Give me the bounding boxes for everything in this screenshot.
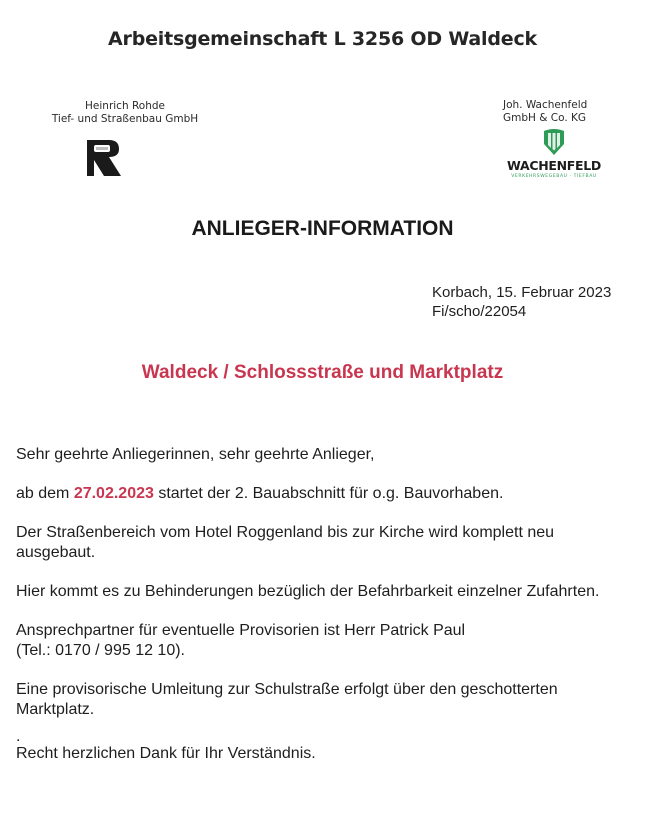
closing: Recht herzlichen Dank für Ihr Verständnis.: [16, 745, 316, 762]
wachenfeld-logo: [503, 128, 605, 186]
start-date: 27.02.2023: [73, 485, 154, 502]
contact-phone: (Tel.: 0170 / 995 12 10).: [16, 642, 185, 659]
document-meta: [432, 283, 611, 321]
start-announcement: [16, 484, 636, 504]
place-date: Korbach, 15. Februar 2023: [432, 284, 612, 301]
rohde-r-logo-icon: [85, 138, 123, 178]
wachenfeld-wordmark: WACHENFELD: [507, 158, 601, 173]
start-prefix: ab dem: [16, 485, 74, 502]
paragraph-area: Der Straßenbereich vom Hotel Roggenland bis zur Kirche wird komplett neu ausgebaut.: [16, 524, 555, 561]
consortium-title: Arbeitsgemeinschaft L 3256 OD Waldeck: [108, 28, 537, 50]
contact-person: Ansprechpartner für eventuelle Provisorien ist Herr Patrick Paul: [16, 622, 466, 639]
reference-number: Fi/scho/22054: [432, 303, 527, 320]
start-suffix: startet der 2. Bauabschnitt für o.g. Bauvorhaben.: [153, 485, 504, 502]
company-wachenfeld: [503, 99, 623, 125]
company-rohde-name: Heinrich Rohde: [85, 100, 165, 112]
document-title: ANLIEGER-INFORMATION: [191, 217, 454, 240]
wachenfeld-tagline: VERKEHRSWEGEBAU · TIEFBAU: [511, 174, 597, 179]
company-wachenfeld-name: Joh. Wachenfeld: [503, 99, 588, 111]
stray-dot: .: [16, 728, 21, 745]
company-wachenfeld-type: GmbH & Co. KG: [503, 112, 587, 124]
paragraph-obstruction: Hier kommt es zu Behinderungen bezüglich der Befahrbarkeit einzelner Zufahrten.: [16, 583, 600, 600]
company-rohde: [50, 100, 200, 126]
wachenfeld-w-logo-icon: [543, 128, 565, 156]
letter-body: [16, 445, 636, 783]
paragraph-detour: Eine provisorische Umleitung zur Schulstraße erfolgt über den geschotterten Marktplatz.: [16, 681, 558, 718]
salutation: Sehr geehrte Anliegerinnen, sehr geehrte Anlieger,: [16, 446, 375, 463]
subject-line: Waldeck / Schlossstraße und Marktplatz: [141, 362, 504, 383]
company-rohde-type: Tief- und Straßenbau GmbH: [51, 113, 199, 125]
paragraph-contact: [16, 621, 636, 661]
